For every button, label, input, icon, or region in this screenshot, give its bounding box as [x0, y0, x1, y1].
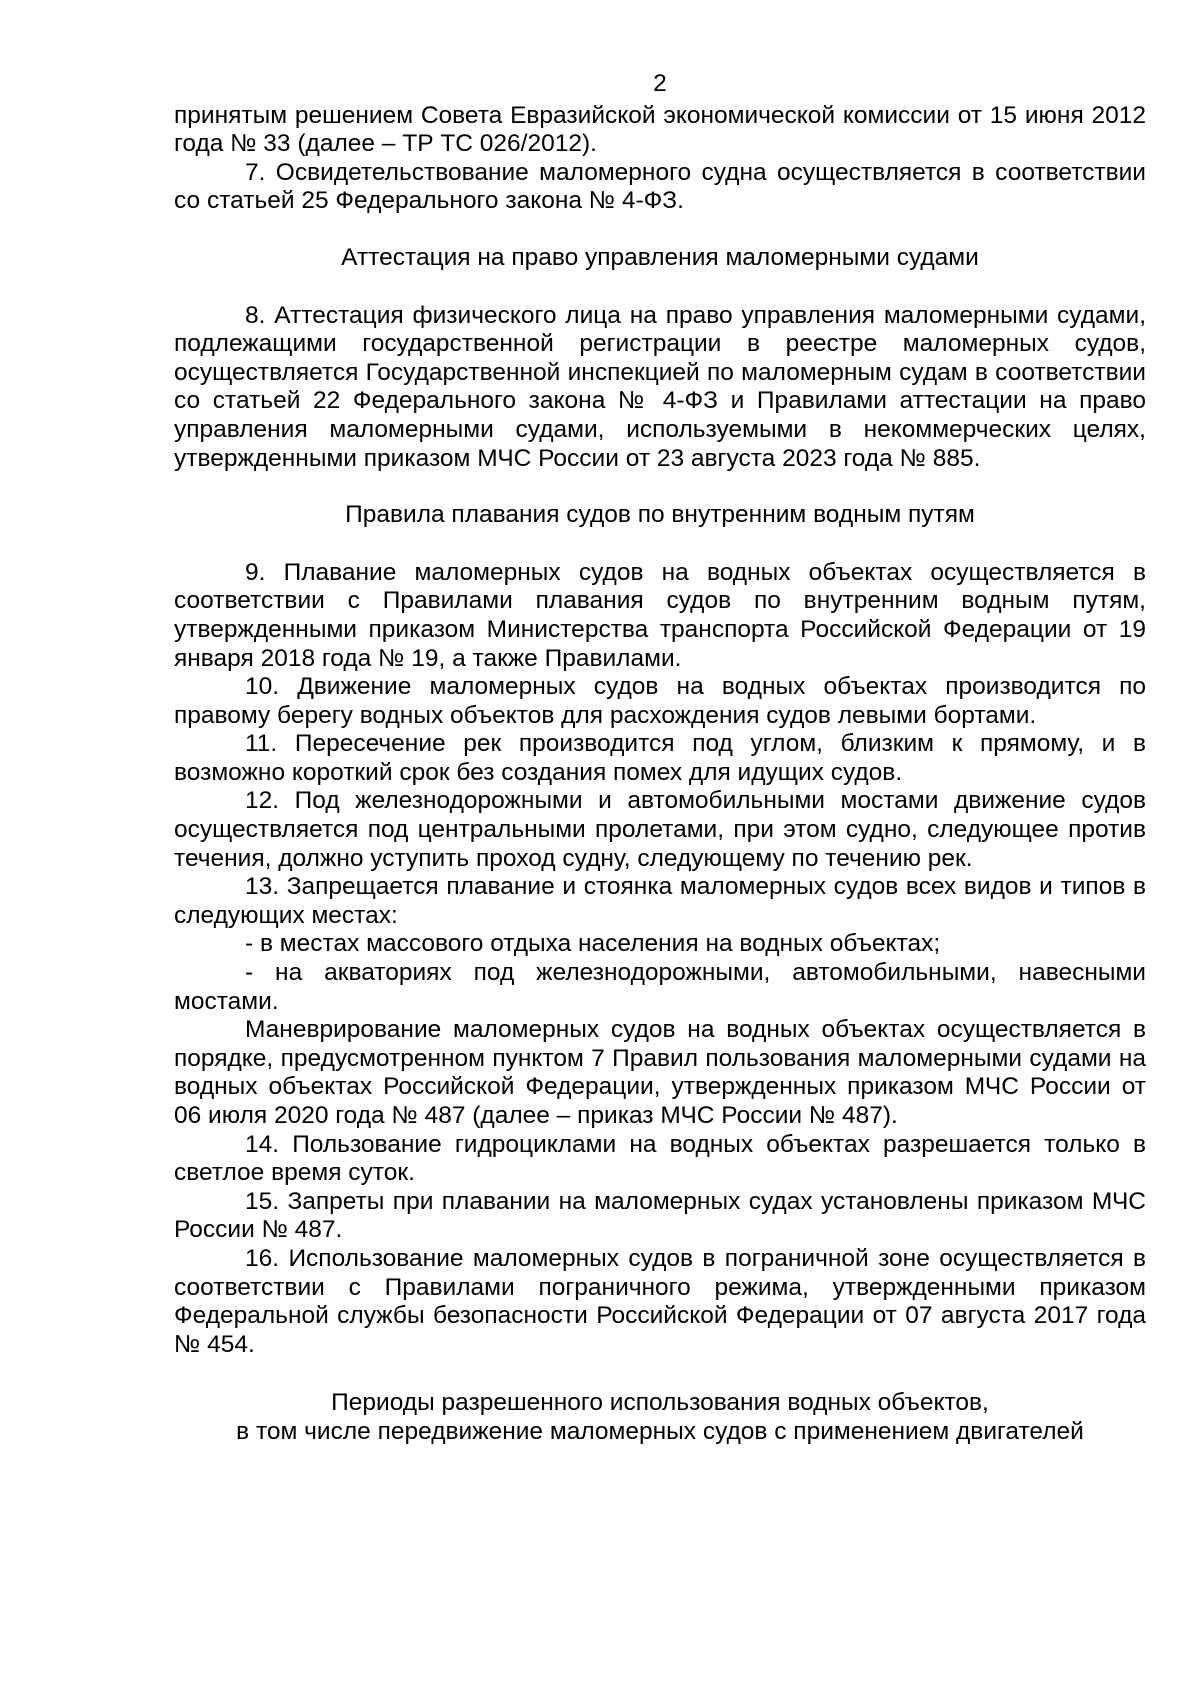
- paragraph-11: 11. Пересечение рек производится под углом, близким к прямому, и в возможно короткий срок без создания помех для идущих судов.: [174, 730, 1146, 786]
- paragraph-15: 15. Запреты при плавании на маломерных судах установлены приказом МЧС России № 487.: [174, 1187, 1146, 1244]
- section-heading-attestation: Аттестация на право управления маломерными судами: [341, 243, 979, 271]
- paragraph-9: 9. Плавание маломерных судов на водных объектах осуществляется в соответствии с Правилами плавания судов по внутренним водным путям, утвержденными приказом Министерства транспорта Российской Федерации от 19 января 2018 года № 19, а также Правилами.: [174, 558, 1146, 672]
- paragraph-13-list-item-1: - в местах массового отдыха населения на водных объектах;: [245, 930, 941, 958]
- paragraph-16: 16. Использование маломерных судов в пограничной зоне осуществляется в соответствии с Правилами пограничного режима, утвержденными приказом Федеральной службы безопасности Российской Федерации от 07 августа 2017 года № 454.: [174, 1244, 1146, 1358]
- paragraph-12: 12. Под железнодорожными и автомобильными мостами движение судов осуществляется под центральными пролетами, при этом судно, следующее против течения, должно уступить проход судну, следующему по течению рек.: [174, 787, 1146, 872]
- section-heading-periods-line-2: в том числе передвижение маломерных судов с применением двигателей: [236, 1417, 1084, 1445]
- paragraph-7: 7. Освидетельствование маломерного судна осуществляется в соответствии со статьей 25 Федерального закона № 4-ФЗ.: [174, 158, 1146, 215]
- page-number: 2: [653, 70, 667, 97]
- paragraph-13: 13. Запрещается плавание и стоянка маломерных судов всех видов и типов в следующих местах:: [174, 873, 1146, 929]
- paragraph-13-list-item-2: - на акваториях под железнодорожными, автомобильными, навесными мостами.: [174, 959, 1146, 1015]
- paragraph-intro-continuation: принятым решением Совета Евразийской экономической комиссии от 15 июня 2012 года № 33 (далее – ТР ТС 026/2012).: [174, 101, 1146, 158]
- section-heading-navigation-rules: Правила плавания судов по внутренним водным путям: [345, 501, 975, 529]
- paragraph-8: 8. Аттестация физического лица на право управления маломерными судами, подлежащими государственной регистрации в реестре маломерных судов, осуществляется Государственной инспекцией по маломерным судам в соответствии со статьей 22 Федерального закона № 4-ФЗ и Правилами аттестации на право управления маломерными судами, используемыми в некоммерческих целях, утвержденными приказом МЧС России от 23 августа 2023 года № 885.: [174, 301, 1146, 472]
- paragraph-10: 10. Движение маломерных судов на водных объектах производится по правому берегу водных объектов для расхождения судов левыми бортами.: [174, 673, 1146, 729]
- section-heading-periods: [174, 1389, 1146, 1446]
- document-page: [174, 70, 1146, 1476]
- paragraph-13-maneuvering: Маневрирование маломерных судов на водных объектах осуществляется в порядке, предусмотренном пунктом 7 Правил пользования маломерными судами на водных объектах Российской Федерации, утвержденных приказом МЧС России от 06 июля 2020 года № 487 (далее – приказ МЧС России № 487).: [174, 1016, 1146, 1129]
- section-heading-periods-line-1: Периоды разрешенного использования водных объектов,: [331, 1389, 989, 1417]
- paragraph-14: 14. Пользование гидроциклами на водных объектах разрешается только в светлое время суток.: [174, 1130, 1146, 1187]
